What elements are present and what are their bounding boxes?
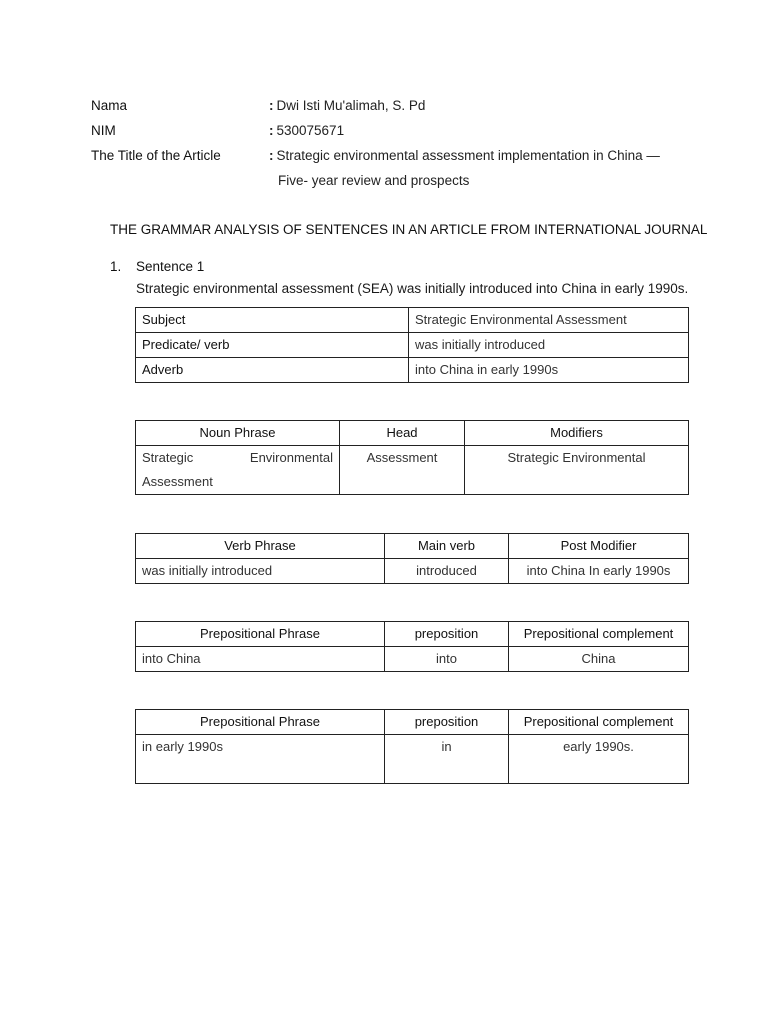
column-header: Noun Phrase xyxy=(136,421,340,446)
table-cell: Strategic Environmental xyxy=(465,446,689,495)
column-header: Head xyxy=(340,421,465,446)
table-cell: into China in early 1990s xyxy=(409,358,689,383)
column-header: Post Modifier xyxy=(509,534,689,559)
title-value-line2: Five- year review and prospects xyxy=(278,173,470,188)
column-header: preposition xyxy=(385,622,509,647)
table-cell: Strategic Environmental Assessment xyxy=(136,446,340,495)
column-header: Main verb xyxy=(385,534,509,559)
table-cell: early 1990s. xyxy=(509,735,689,784)
sentence-title: Sentence 1 xyxy=(136,259,205,274)
colon: : xyxy=(269,98,274,113)
table-header-row xyxy=(136,421,689,446)
table-header-row xyxy=(136,622,689,647)
table-cell: in xyxy=(385,735,509,784)
page-heading: THE GRAMMAR ANALYSIS OF SENTENCES IN AN ARTICLE FROM INTERNATIONAL JOURNAL xyxy=(110,222,708,237)
table-row xyxy=(136,446,689,495)
column-header: Prepositional Phrase xyxy=(136,622,385,647)
svo-table xyxy=(135,307,689,383)
table-cell: into China In early 1990s xyxy=(509,559,689,584)
prepositional-phrase-table-1 xyxy=(135,621,689,672)
sentence-1-label xyxy=(110,256,204,278)
colon: : xyxy=(269,123,274,138)
column-header: Prepositional complement xyxy=(509,710,689,735)
table-cell: in early 1990s xyxy=(136,735,385,784)
table-cell: into xyxy=(385,647,509,672)
table-cell: Subject xyxy=(136,308,409,333)
table-cell: Strategic Environmental Assessment xyxy=(409,308,689,333)
table-header-row xyxy=(136,710,689,735)
title-value-wrap xyxy=(269,145,660,167)
info-row-nama xyxy=(91,95,711,117)
nama-value: Dwi Isti Mu'alimah, S. Pd xyxy=(276,98,426,113)
sentence-number: 1. xyxy=(110,259,122,274)
table-cell: introduced xyxy=(385,559,509,584)
table-row xyxy=(136,333,689,358)
colon: : xyxy=(269,148,274,163)
nama-label: Nama xyxy=(91,98,128,113)
table-cell: Adverb xyxy=(136,358,409,383)
table-cell: Assessment xyxy=(340,446,465,495)
column-header: Modifiers xyxy=(465,421,689,446)
nim-label: NIM xyxy=(91,123,116,138)
verb-phrase-table xyxy=(135,533,689,584)
column-header: Verb Phrase xyxy=(136,534,385,559)
table-row xyxy=(136,735,689,784)
info-row-nim xyxy=(91,120,711,142)
table-row xyxy=(136,308,689,333)
prepositional-phrase-table-2 xyxy=(135,709,689,784)
table-header-row xyxy=(136,534,689,559)
sentence-1-text: Strategic environmental assessment (SEA) was initially introduced into China in early 1990s. xyxy=(136,281,689,296)
table-cell: Predicate/ verb xyxy=(136,333,409,358)
nim-value-wrap xyxy=(269,120,344,142)
table-row xyxy=(136,559,689,584)
column-header: Prepositional complement xyxy=(509,622,689,647)
table-cell: was initially introduced xyxy=(409,333,689,358)
nim-value: 530075671 xyxy=(276,123,345,138)
column-header: Prepositional Phrase xyxy=(136,710,385,735)
title-value-line1: Strategic environmental assessment implementation in China — xyxy=(276,148,660,163)
table-cell: into China xyxy=(136,647,385,672)
column-header: preposition xyxy=(385,710,509,735)
noun-phrase-table xyxy=(135,420,689,495)
table-cell: China xyxy=(509,647,689,672)
table-row xyxy=(136,358,689,383)
table-row xyxy=(136,647,689,672)
info-row-title xyxy=(91,145,711,167)
title-label: The Title of the Article xyxy=(91,148,221,163)
table-cell: was initially introduced xyxy=(136,559,385,584)
nama-value-wrap xyxy=(269,95,425,117)
